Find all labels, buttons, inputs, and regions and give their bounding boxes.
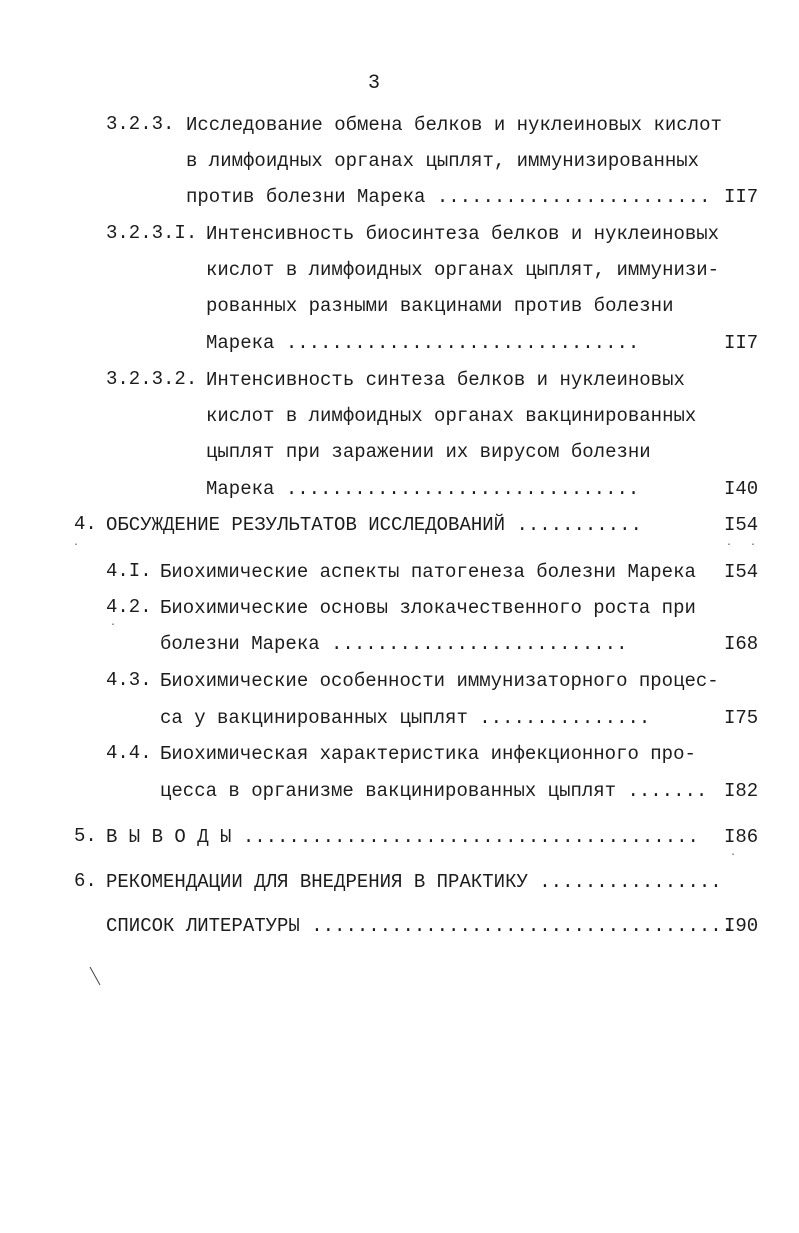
toc-entry-title-line: Биохимические аспекты патогенеза болезни Марека bbox=[160, 561, 696, 583]
toc-entry-number: 3.2.3.I. bbox=[106, 222, 198, 244]
toc-entry-page: I54 bbox=[724, 514, 759, 536]
toc-entry-number: 4.4. bbox=[106, 742, 152, 764]
scan-speck: · bbox=[726, 540, 733, 551]
toc-entry-page: I75 bbox=[724, 707, 759, 729]
page-number: 3 bbox=[368, 72, 381, 95]
toc-entry-number: 4.2. bbox=[106, 596, 152, 618]
toc-entry-title-line: Биохимические особенности иммунизаторного процес- bbox=[160, 670, 719, 692]
toc-entry-title-line: ОБСУЖДЕНИЕ РЕЗУЛЬТАТОВ ИССЛЕДОВАНИЙ ........... bbox=[106, 514, 642, 536]
toc-entry-title-line: Биохимическая характеристика инфекционного про- bbox=[160, 743, 696, 765]
toc-entry-title-line: в лимфоидных органах цыплят, иммунизированных bbox=[186, 150, 700, 172]
toc-entry-title-line: Марека ............................... bbox=[206, 332, 640, 354]
scan-mark bbox=[88, 965, 104, 989]
toc-entry-number: 6. bbox=[74, 870, 97, 892]
toc-entry-title-line: цесса в организме вакцинированных цыплят ....... bbox=[160, 780, 708, 802]
toc-entry-title-line: РЕКОМЕНДАЦИИ ДЛЯ ВНЕДРЕНИЯ В ПРАКТИКУ ................ bbox=[106, 871, 722, 893]
toc-entry-number: 3.2.3.2. bbox=[106, 368, 198, 390]
toc-entry-page: I86 bbox=[724, 826, 759, 848]
toc-entry-title-line: рованных разными вакцинами против болезни bbox=[206, 295, 674, 317]
toc-entry-title-line: Интенсивность синтеза белков и нуклеиновых bbox=[206, 369, 685, 391]
toc-entry-title-line: Марека ............................... bbox=[206, 478, 640, 500]
toc-entry-title-line: против болезни Марека ........................ bbox=[186, 186, 711, 208]
toc-entry-page: II7 bbox=[724, 186, 759, 208]
toc-entry-title-line: СПИСОК ЛИТЕРАТУРЫ ..................................... bbox=[106, 915, 734, 937]
toc-entry-title-line: кислот в лимфоидных органах вакцинированных bbox=[206, 405, 697, 427]
toc-entry-page: I68 bbox=[724, 633, 759, 655]
toc-entry-number: 4.I. bbox=[106, 560, 152, 582]
toc-entry-page: II7 bbox=[724, 332, 759, 354]
scan-speck: · bbox=[730, 850, 737, 861]
toc-entry-page: I40 bbox=[724, 478, 759, 500]
scan-speck: · bbox=[110, 620, 117, 631]
toc-entry-title-line: В Ы В О Д Ы ........................................ bbox=[106, 826, 699, 848]
toc-entry-title-line: Интенсивность биосинтеза белков и нуклеиновых bbox=[206, 223, 720, 245]
toc-entry-title-line: Исследование обмена белков и нуклеиновых кислот bbox=[186, 114, 722, 136]
toc-entry-title-line: са у вакцинированных цыплят ............... bbox=[160, 707, 651, 729]
toc-entry-number: 5. bbox=[74, 825, 97, 847]
toc-entry-page: I90 bbox=[724, 915, 759, 937]
toc-entry-title-line: болезни Марека .......................... bbox=[160, 633, 628, 655]
toc-entry-number: 3.2.3. bbox=[106, 113, 175, 135]
scan-speck: · bbox=[750, 540, 757, 551]
toc-entry-number: 4.3. bbox=[106, 669, 152, 691]
toc-entry-page: I82 bbox=[724, 780, 759, 802]
toc-entry-title-line: Биохимические основы злокачественного роста при bbox=[160, 597, 696, 619]
toc-entry-number: 4. bbox=[74, 513, 97, 535]
toc-entry-title-line: цыплят при заражении их вирусом болезни bbox=[206, 441, 651, 463]
scan-speck: · bbox=[73, 540, 80, 551]
toc-entry-page: I54 bbox=[724, 561, 759, 583]
toc-entry-title-line: кислот в лимфоидных органах цыплят, иммунизи- bbox=[206, 259, 720, 281]
